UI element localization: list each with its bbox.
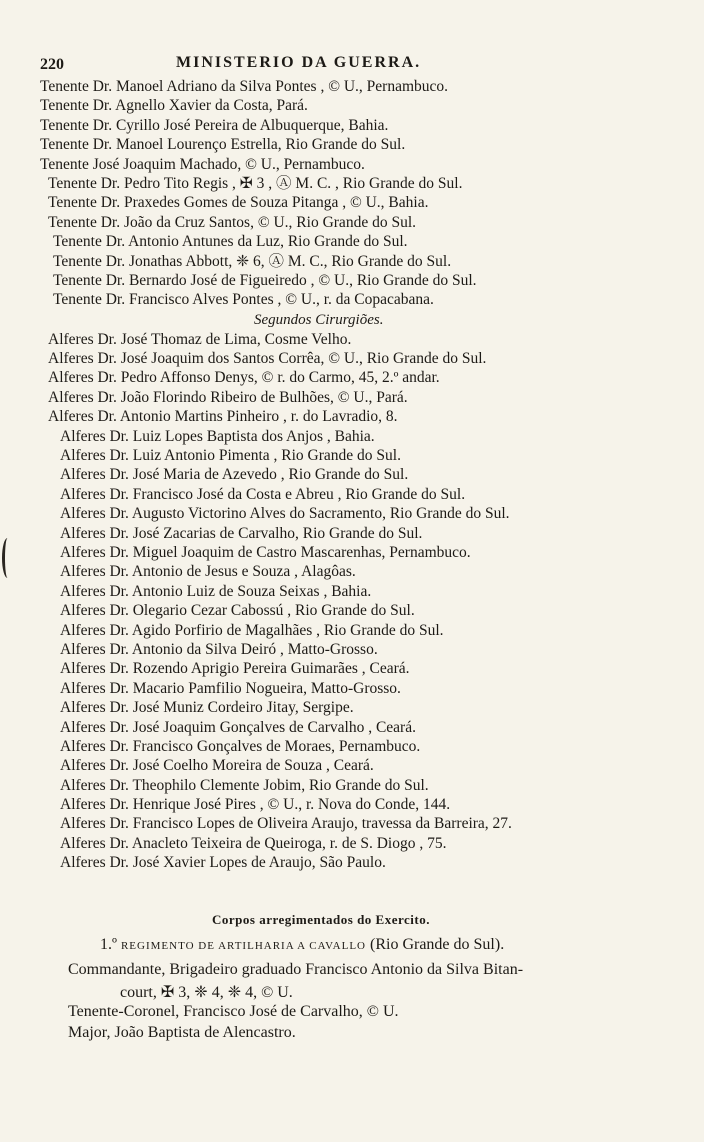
regiment-heading	[100, 936, 504, 954]
list-item: Alferes Dr. José Coelho Moreira de Souza , Ceará.	[60, 757, 374, 775]
list-item: Alferes Dr. Antonio Luiz de Souza Seixas , Bahia.	[60, 582, 372, 600]
list-item: Tenente Dr. Francisco Alves Pontes , © U., r. da Copacabana.	[53, 291, 434, 309]
list-item: Alferes Dr. José Joaquim Gonçalves de Carvalho , Ceará.	[60, 718, 416, 736]
list-item: Alferes Dr. Francisco José da Costa e Abreu , Rio Grande do Sul.	[60, 485, 466, 503]
list-item: Alferes Dr. Macario Pamfilio Nogueira, Matto-Grosso.	[60, 679, 401, 697]
list-item: Alferes Dr. Francisco Lopes de Oliveira Araujo, travessa da Barreira, 27.	[60, 815, 512, 833]
lieutenant-colonel-line: Tenente-Coronel, Francisco José de Carvalho, © U.	[68, 1003, 399, 1020]
list-item: Tenente Dr. João da Cruz Santos, © U., Rio Grande do Sul.	[48, 213, 416, 231]
list-item: Alferes Dr. Henrique José Pires , © U., r. Nova do Conde, 144.	[60, 796, 451, 814]
officer-list	[40, 77, 680, 873]
list-item: Alferes Dr. Anacleto Teixeira de Queiroga, r. de S. Diogo , 75.	[60, 834, 447, 852]
section-title: Corpos arregimentados do Exercito.	[212, 912, 430, 927]
list-item: Alferes Dr. Antonio Martins Pinheiro , r. do Lavradio, 8.	[48, 408, 398, 426]
list-item: Alferes Dr. Theophilo Clemente Jobim, Rio Grande do Sul.	[60, 776, 429, 794]
list-item: Tenente Dr. Cyrillo José Pereira de Albuquerque, Bahia.	[40, 116, 389, 134]
list-item: Alferes Dr. José Muniz Cordeiro Jitay, Sergipe.	[60, 699, 354, 717]
list-item: Tenente Dr. Praxedes Gomes de Souza Pitanga , © U., Bahia.	[48, 194, 429, 212]
list-item: Alferes Dr. Pedro Affonso Denys, © r. do Carmo, 45, 2.º andar.	[48, 369, 440, 387]
page-number: 220	[40, 56, 64, 73]
list-item: Alferes Dr. José Maria de Azevedo , Rio Grande do Sul.	[60, 466, 409, 484]
list-item: Alferes Dr. Luiz Antonio Pimenta , Rio Grande do Sul.	[60, 447, 401, 465]
list-item: Alferes Dr. José Thomaz de Lima, Cosme Velho.	[48, 330, 352, 348]
list-item: Alferes Dr. José Xavier Lopes de Araujo, São Paulo.	[60, 854, 386, 872]
list-item: Tenente Dr. Pedro Tito Regis , ✠ 3 , Ⓐ M. C. , Rio Grande do Sul.	[48, 174, 463, 192]
running-title: MINISTERIO DA GUERRA.	[176, 54, 422, 71]
list-item: Alferes Dr. José Joaquim dos Santos Corrêa, © U., Rio Grande do Sul.	[48, 350, 487, 368]
list-item: Alferes Dr. Antonio da Silva Deiró , Matto-Grosso.	[60, 640, 378, 658]
major-line: Major, João Baptista de Alencastro.	[68, 1024, 296, 1041]
list-item: Alferes Dr. Miguel Joaquim de Castro Mascarenhas, Pernambuco.	[60, 543, 471, 561]
list-item: Alferes Dr. Antonio de Jesus e Souza , Alagôas.	[60, 563, 356, 581]
list-item: Alferes Dr. Luiz Lopes Baptista dos Anjos , Bahia.	[60, 427, 375, 445]
list-item: Tenente Dr. Manoel Adriano da Silva Pontes , © U., Pernambuco.	[40, 78, 449, 95]
regiment-name: REGIMENTO DE ARTILHARIA A CAVALLO	[120, 940, 366, 952]
list-item: Tenente Dr. Bernardo José de Figueiredo , © U., Rio Grande do Sul.	[53, 271, 477, 289]
subheading-segundos-cirurgioes: Segundos Cirurgiões.	[254, 311, 384, 328]
list-item: Alferes Dr. Agido Porfirio de Magalhães , Rio Grande do Sul.	[60, 621, 444, 639]
commandant-line-continued: court, ✠ 3, ❈ 4, ❈ 4, © U.	[120, 984, 293, 1001]
list-item: Alferes Dr. Olegario Cezar Cabossú , Rio Grande do Sul.	[60, 602, 415, 620]
list-item: Tenente José Joaquim Machado, © U., Pernambuco.	[40, 155, 365, 173]
list-item: Alferes Dr. João Florindo Ribeiro de Bulhões, © U., Pará.	[48, 388, 408, 406]
list-item: Alferes Dr. Francisco Gonçalves de Moraes, Pernambuco.	[60, 737, 421, 755]
regiment-place: (Rio Grande do Sul).	[370, 936, 505, 953]
list-item: Tenente Dr. Antonio Antunes da Luz, Rio Grande do Sul.	[53, 233, 408, 251]
list-item: Alferes Dr. José Zacarias de Carvalho, Rio Grande do Sul.	[60, 524, 423, 542]
page-header	[40, 54, 680, 76]
list-item: Tenente Dr. Agnello Xavier da Costa, Pará.	[40, 97, 308, 115]
margin-bracket-mark	[2, 538, 13, 578]
list-item: Tenente Dr. Manoel Lourenço Estrella, Rio Grande do Sul.	[40, 136, 406, 154]
commandant-line: Commandante, Brigadeiro graduado Francisco Antonio da Silva Bitan-	[68, 961, 524, 978]
regiment-number: 1.º	[100, 936, 117, 953]
list-item: Tenente Dr. Jonathas Abbott, ❈ 6, Ⓐ M. C., Rio Grande do Sul.	[53, 252, 452, 270]
list-item: Alferes Dr. Rozendo Aprigio Pereira Guimarães , Ceará.	[60, 660, 410, 678]
list-item: Alferes Dr. Augusto Victorino Alves do Sacramento, Rio Grande do Sul.	[60, 505, 510, 523]
